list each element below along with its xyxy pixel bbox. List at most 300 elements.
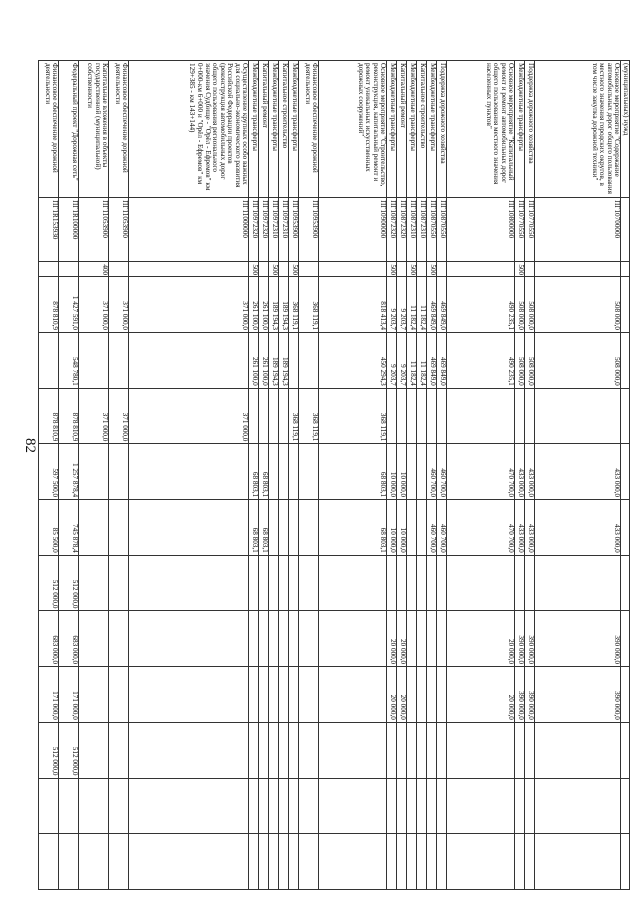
value-cell: [387, 388, 397, 444]
row-name-cell: Поддержка дорожного хозяйства: [437, 61, 447, 198]
value-cell: 368 119,1: [299, 388, 319, 444]
row-code-cell: ПГ10953900: [289, 198, 299, 262]
value-cell: 683 000,0: [39, 611, 59, 667]
value-cell: 433 000,0: [535, 500, 621, 556]
value-cell: 85 500,0: [39, 500, 59, 556]
value-cell: [387, 722, 397, 778]
value-cell: [319, 778, 387, 834]
row-code-cell: ПГ10770550: [525, 198, 535, 262]
value-cell: [447, 778, 515, 834]
value-cell: [79, 834, 109, 890]
value-cell: 171 000,0: [59, 667, 79, 723]
table-row: [59, 61, 79, 890]
value-cell: [535, 388, 621, 444]
row-code-cell: ПГ10800000: [447, 198, 515, 262]
value-cell: [525, 555, 535, 611]
value-cell: [621, 555, 630, 611]
value-cell: 460 700,0: [427, 500, 437, 556]
value-cell: [417, 667, 427, 723]
value-cell: [289, 667, 299, 723]
value-cell: [535, 555, 621, 611]
row-code-cell: ПГ10972310: [279, 198, 289, 262]
row-code-cell: ПГ10972320: [259, 198, 269, 262]
table-body: [39, 61, 630, 890]
value-cell: [417, 500, 427, 556]
value-cell: 745 878,4: [59, 500, 79, 556]
value-cell: [299, 611, 319, 667]
value-cell: 433 000,0: [525, 444, 535, 500]
value-cell: [289, 555, 299, 611]
row-name-cell: Межбюджетные трансферты: [427, 61, 437, 198]
value-cell: 512 000,0: [59, 555, 79, 611]
value-cell: [249, 611, 259, 667]
value-cell: 512 000,0: [39, 722, 59, 778]
value-cell: 371 000,0: [79, 388, 109, 444]
value-cell: 189 194,3: [279, 277, 289, 333]
value-cell: 878 810,9: [59, 388, 79, 444]
table-row: [515, 61, 525, 890]
value-cell: [397, 388, 407, 444]
value-cell: [437, 778, 447, 834]
row-name-cell: Межбюджетные трансферты: [249, 61, 259, 198]
value-cell: 512 000,0: [39, 555, 59, 611]
row-vr-cell: [525, 262, 535, 277]
value-cell: [129, 834, 249, 890]
value-cell: 433 000,0: [515, 500, 525, 556]
value-cell: 818 413,4: [319, 277, 387, 333]
value-cell: 10 000,0: [397, 500, 407, 556]
row-name-cell: Финансовое обеспечение дорожной деятельности: [299, 61, 319, 198]
value-cell: [299, 555, 319, 611]
value-cell: [621, 778, 630, 834]
row-vr-cell: 500: [407, 262, 417, 277]
value-cell: 9 203,7: [397, 333, 407, 389]
value-cell: [129, 333, 249, 389]
rotated-table-area: [43, 60, 630, 890]
value-cell: [407, 778, 417, 834]
row-vr-cell: 500: [289, 262, 299, 277]
table-row: [525, 61, 535, 890]
row-code-cell: ПГ11053900: [79, 198, 109, 262]
row-name-cell: (муниципальных) нужд: [621, 61, 630, 198]
value-cell: [59, 778, 79, 834]
row-vr-cell: [437, 262, 447, 277]
value-cell: [299, 333, 319, 389]
value-cell: 68 803,1: [259, 500, 269, 556]
value-cell: [109, 834, 129, 890]
value-cell: [259, 778, 269, 834]
value-cell: 508 000,0: [525, 333, 535, 389]
row-code-cell: ПГ10900000: [319, 198, 387, 262]
value-cell: [407, 500, 417, 556]
value-cell: [525, 722, 535, 778]
value-cell: [299, 500, 319, 556]
value-cell: 20 000,0: [397, 611, 407, 667]
value-cell: 20 000,0: [387, 611, 397, 667]
value-cell: [269, 388, 279, 444]
table-row: [279, 61, 289, 890]
value-cell: [621, 444, 630, 500]
value-cell: [427, 611, 437, 667]
value-cell: 20 000,0: [387, 667, 397, 723]
value-cell: [319, 611, 387, 667]
value-cell: [259, 722, 269, 778]
value-cell: [621, 333, 630, 389]
value-cell: [129, 667, 249, 723]
row-vr-cell: [447, 262, 515, 277]
value-cell: 469 849,0: [427, 333, 437, 389]
value-cell: 450 294,3: [319, 333, 387, 389]
row-code-cell: ПГ10872310: [417, 198, 427, 262]
value-cell: [279, 722, 289, 778]
value-cell: [259, 667, 269, 723]
row-name-cell: Основное мероприятие "Строительство, реконструкция, капитальный ремонт и ремонт уникальных искусственных дорожных сооружений": [319, 61, 387, 198]
row-code-cell: ПГ10870550: [437, 198, 447, 262]
value-cell: [269, 500, 279, 556]
row-code-cell: ПГ10872310: [407, 198, 417, 262]
value-cell: [289, 444, 299, 500]
row-code-cell: ПГ1R153930: [39, 198, 59, 262]
value-cell: 9 203,7: [397, 277, 407, 333]
value-cell: [447, 388, 515, 444]
value-cell: [407, 555, 417, 611]
value-cell: [397, 834, 407, 890]
value-cell: 469 849,0: [437, 333, 447, 389]
value-cell: 371 000,0: [109, 388, 129, 444]
value-cell: [279, 555, 289, 611]
value-cell: [447, 834, 515, 890]
value-cell: [109, 722, 129, 778]
row-code-cell: ПГ11000000: [129, 198, 249, 262]
value-cell: [109, 611, 129, 667]
value-cell: [79, 667, 109, 723]
value-cell: [279, 388, 289, 444]
value-cell: [515, 555, 525, 611]
table-row: [79, 61, 109, 890]
value-cell: [59, 834, 79, 890]
value-cell: [407, 834, 417, 890]
value-cell: 878 810,9: [39, 388, 59, 444]
value-cell: [621, 667, 630, 723]
value-cell: [437, 722, 447, 778]
row-code-cell: ПГ1R100000: [59, 198, 79, 262]
row-code-cell: ПГ10953900: [299, 198, 319, 262]
row-name-cell: Финансовое обеспечение дорожной деятельности: [109, 61, 129, 198]
table-row: [259, 61, 269, 890]
value-cell: 390 000,0: [535, 611, 621, 667]
value-cell: [319, 834, 387, 890]
value-cell: 20 000,0: [397, 667, 407, 723]
value-cell: 469 849,0: [427, 277, 437, 333]
value-cell: [397, 722, 407, 778]
value-cell: [269, 834, 279, 890]
row-vr-cell: [259, 262, 269, 277]
value-cell: [129, 444, 249, 500]
value-cell: [525, 388, 535, 444]
value-cell: [407, 611, 417, 667]
table-row: [427, 61, 437, 890]
value-cell: 390 000,0: [515, 611, 525, 667]
value-cell: 390 000,0: [515, 667, 525, 723]
value-cell: 469 849,0: [437, 277, 447, 333]
row-name-cell: Капитальный ремонт: [397, 61, 407, 198]
value-cell: [289, 834, 299, 890]
row-vr-cell: [279, 262, 289, 277]
table-row: [387, 61, 397, 890]
value-cell: 508 000,0: [535, 333, 621, 389]
value-cell: 11 182,4: [407, 277, 417, 333]
value-cell: [515, 388, 525, 444]
value-cell: [279, 778, 289, 834]
table-row: [299, 61, 319, 890]
value-cell: [417, 611, 427, 667]
value-cell: [299, 834, 319, 890]
value-cell: [269, 722, 279, 778]
value-cell: 371 000,0: [109, 277, 129, 333]
row-code-cell: ПГ10770550: [515, 198, 525, 262]
value-cell: [269, 778, 279, 834]
value-cell: [109, 667, 129, 723]
value-cell: [79, 500, 109, 556]
value-cell: [249, 388, 259, 444]
value-cell: [109, 333, 129, 389]
value-cell: [397, 778, 407, 834]
table-row: [289, 61, 299, 890]
value-cell: [269, 667, 279, 723]
value-cell: 597 500,0: [39, 444, 59, 500]
value-cell: 20 000,0: [447, 611, 515, 667]
value-cell: [109, 778, 129, 834]
value-cell: [417, 722, 427, 778]
row-vr-cell: 500: [427, 262, 437, 277]
value-cell: [79, 444, 109, 500]
value-cell: [269, 555, 279, 611]
row-code-cell: ПГ10972320: [249, 198, 259, 262]
value-cell: 470 700,0: [447, 444, 515, 500]
table-row: [129, 61, 249, 890]
row-vr-cell: [397, 262, 407, 277]
row-name-cell: Поддержка дорожного хозяйства: [525, 61, 535, 198]
table-row: [269, 61, 279, 890]
value-cell: [525, 778, 535, 834]
value-cell: [407, 444, 417, 500]
value-cell: [427, 722, 437, 778]
value-cell: 1 427 591,0: [59, 277, 79, 333]
value-cell: 433 000,0: [535, 444, 621, 500]
value-cell: [387, 555, 397, 611]
value-cell: [319, 555, 387, 611]
row-vr-cell: [621, 262, 630, 277]
value-cell: [79, 555, 109, 611]
value-cell: 171 000,0: [39, 667, 59, 723]
value-cell: [299, 444, 319, 500]
budget-table: [38, 60, 630, 890]
value-cell: 189 194,3: [269, 277, 279, 333]
row-vr-cell: [39, 262, 59, 277]
value-cell: [417, 444, 427, 500]
table-row: [621, 61, 630, 890]
row-name-cell: Финансовое обеспечение дорожной деятельности: [39, 61, 59, 198]
row-code-cell: ПГ10872320: [397, 198, 407, 262]
value-cell: 433 000,0: [515, 444, 525, 500]
value-cell: 11 182,4: [417, 333, 427, 389]
value-cell: 390 000,0: [525, 667, 535, 723]
row-name-cell: Капитальное строительство: [417, 61, 427, 198]
value-cell: [417, 778, 427, 834]
row-name-cell: Капитальное строительство: [279, 61, 289, 198]
table-row: [319, 61, 387, 890]
value-cell: 390 000,0: [525, 611, 535, 667]
value-cell: 512 000,0: [59, 722, 79, 778]
row-name-cell: Федеральный проект "Дорожная сеть": [59, 61, 79, 198]
value-cell: [299, 667, 319, 723]
value-cell: [427, 667, 437, 723]
value-cell: [279, 444, 289, 500]
value-cell: [259, 611, 269, 667]
row-vr-cell: [129, 262, 249, 277]
value-cell: 20 000,0: [447, 667, 515, 723]
row-code-cell: [621, 198, 630, 262]
value-cell: [437, 611, 447, 667]
value-cell: [129, 722, 249, 778]
value-cell: [417, 834, 427, 890]
value-cell: [249, 667, 259, 723]
value-cell: [249, 778, 259, 834]
value-cell: [79, 778, 109, 834]
value-cell: [109, 444, 129, 500]
value-cell: [437, 388, 447, 444]
value-cell: [259, 555, 269, 611]
table-row: [535, 61, 621, 890]
table-row: [397, 61, 407, 890]
value-cell: [299, 722, 319, 778]
value-cell: 68 803,1: [249, 500, 259, 556]
value-cell: [535, 722, 621, 778]
value-cell: [515, 722, 525, 778]
value-cell: [447, 722, 515, 778]
value-cell: [437, 667, 447, 723]
value-cell: 490 235,1: [447, 277, 515, 333]
value-cell: [79, 722, 109, 778]
value-cell: [249, 722, 259, 778]
value-cell: [515, 834, 525, 890]
value-cell: [129, 555, 249, 611]
value-cell: 371 000,0: [129, 388, 249, 444]
value-cell: [129, 611, 249, 667]
row-code-cell: ПГ10700000: [535, 198, 621, 262]
value-cell: [319, 722, 387, 778]
row-name-cell: Капитальный ремонт: [259, 61, 269, 198]
value-cell: [387, 778, 397, 834]
value-cell: 368 119,1: [289, 277, 299, 333]
value-cell: [621, 388, 630, 444]
table-row: [39, 61, 59, 890]
row-vr-cell: [59, 262, 79, 277]
row-name-cell: Осуществление крупных особо важных для социально-экономического развития Российской Федерации проектов (реконструкция автомобильных дорог общего пользования регионального значения Судбище - "Орёл - Ефремов" км 0+000-км 6+000 и "Орёл - Ефремов" км 129+385 - км 143+144): [129, 61, 249, 198]
value-cell: [129, 500, 249, 556]
value-cell: [621, 500, 630, 556]
value-cell: 368 119,1: [319, 388, 387, 444]
row-vr-cell: 500: [387, 262, 397, 277]
value-cell: [279, 834, 289, 890]
value-cell: [289, 778, 299, 834]
value-cell: [109, 500, 129, 556]
value-cell: [299, 778, 319, 834]
value-cell: [129, 778, 249, 834]
value-cell: 460 700,0: [437, 444, 447, 500]
value-cell: 68 803,1: [319, 444, 387, 500]
value-cell: 9 203,7: [387, 333, 397, 389]
value-cell: 371 000,0: [79, 277, 109, 333]
value-cell: 371 000,0: [129, 277, 249, 333]
row-vr-cell: 500: [269, 262, 279, 277]
row-code-cell: ПГ11053900: [109, 198, 129, 262]
value-cell: [407, 667, 417, 723]
value-cell: 878 810,9: [39, 277, 59, 333]
value-cell: [417, 555, 427, 611]
row-code-cell: ПГ10972310: [269, 198, 279, 262]
row-name-cell: Межбюджетные трансферты: [387, 61, 397, 198]
row-vr-cell: [109, 262, 129, 277]
value-cell: [39, 333, 59, 389]
value-cell: [397, 555, 407, 611]
row-name-cell: Основное мероприятие "Капитальный ремонт и ремонт автомобильных дорог общего пользования местного значения населенных пунктов": [447, 61, 515, 198]
value-cell: 10 000,0: [387, 500, 397, 556]
value-cell: [407, 722, 417, 778]
row-code-cell: ПГ10872320: [387, 198, 397, 262]
value-cell: [259, 388, 269, 444]
value-cell: [427, 388, 437, 444]
value-cell: [109, 555, 129, 611]
row-vr-cell: [319, 262, 387, 277]
value-cell: 68 803,1: [259, 444, 269, 500]
value-cell: 390 000,0: [535, 667, 621, 723]
value-cell: 433 000,0: [525, 500, 535, 556]
value-cell: [621, 277, 630, 333]
row-vr-cell: 400: [79, 262, 109, 277]
row-name-cell: Капитальные вложения в объекты государственной (муниципальной) собственности: [79, 61, 109, 198]
row-name-cell: Межбюджетные трансферты: [289, 61, 299, 198]
value-cell: 460 700,0: [427, 444, 437, 500]
value-cell: 68 803,1: [319, 500, 387, 556]
value-cell: [279, 500, 289, 556]
value-cell: [269, 444, 279, 500]
value-cell: 189 194,3: [269, 333, 279, 389]
row-vr-cell: 500: [249, 262, 259, 277]
value-cell: 10 000,0: [397, 444, 407, 500]
value-cell: 548 780,1: [59, 333, 79, 389]
value-cell: [289, 500, 299, 556]
value-cell: [427, 778, 437, 834]
value-cell: [437, 555, 447, 611]
value-cell: [279, 667, 289, 723]
value-cell: 490 235,1: [447, 333, 515, 389]
value-cell: 189 194,3: [279, 333, 289, 389]
value-cell: [319, 667, 387, 723]
value-cell: 261 100,0: [259, 333, 269, 389]
value-cell: [279, 611, 289, 667]
table-row: [417, 61, 427, 890]
value-cell: [515, 778, 525, 834]
value-cell: [259, 834, 269, 890]
value-cell: [289, 722, 299, 778]
page-number: 82: [22, 438, 38, 453]
table-row: [407, 61, 417, 890]
row-name-cell: Межбюджетные трансферты: [515, 61, 525, 198]
row-vr-cell: 500: [515, 262, 525, 277]
table-row: [249, 61, 259, 890]
value-cell: 508 000,0: [525, 277, 535, 333]
